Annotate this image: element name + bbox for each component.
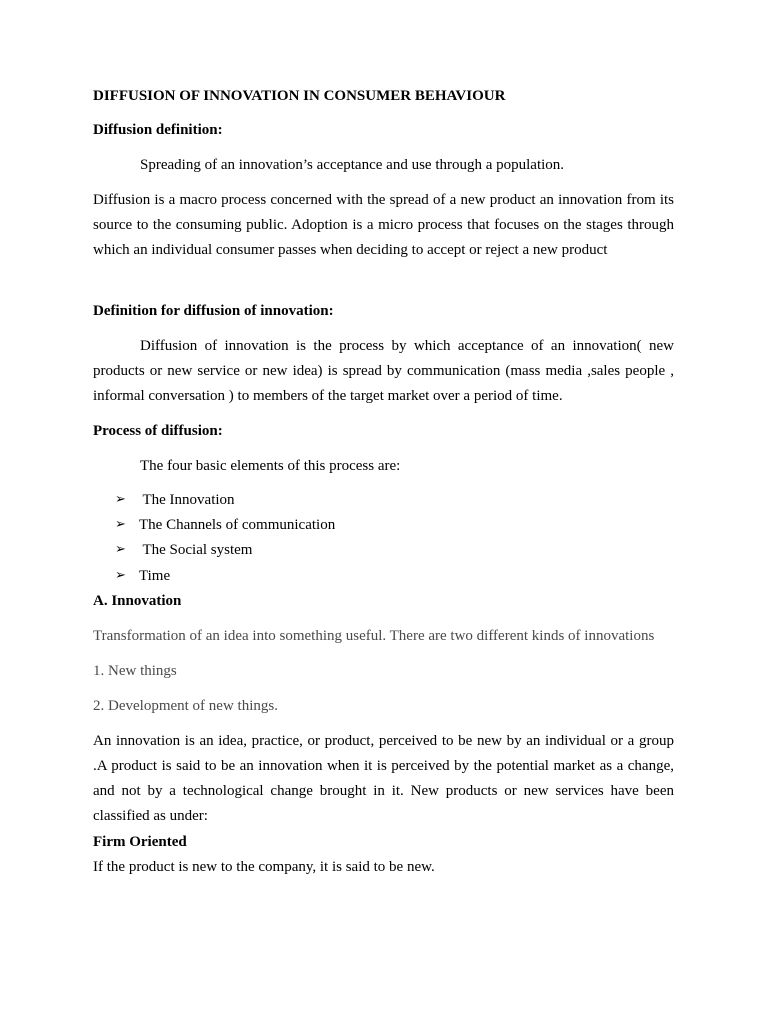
list-item-label: Time [139,568,171,584]
paragraph-macro-process: Diffusion is a macro process concerned with the spread of a new product an innovation from its source to the consuming public. Adoption is a micro process that focuses on the stages through which an individual consumer passes when deciding to accept or reject a new product [93,192,674,258]
document-title: DIFFUSION OF INNOVATION IN CONSUMER BEHAVIOUR [93,88,506,104]
list-item-label: The Channels of communication [139,517,336,533]
arrow-bullet-icon: ➢ [115,542,126,557]
list-item-label: The Social system [139,542,253,558]
paragraph-firm-oriented: If the product is new to the company, it is said to be new. [93,859,435,875]
paragraph-process-definition: Diffusion of innovation is the process by which acceptance of an innovation( new products or new service or new idea) is spread by communication (mass media ,sales people , informal conversation ) to members of the target market over a period of time. [93,338,674,404]
paragraph-spreading: Spreading of an innovation’s acceptance and use through a population. [140,157,565,173]
paragraph-four-elements: The four basic elements of this process are: [140,458,401,474]
paragraph-new-things: 1. New things [93,663,177,679]
paragraph-development: 2. Development of new things. [93,698,278,714]
heading-process-of-diffusion: Process of diffusion: [93,423,223,439]
arrow-bullet-icon: ➢ [115,517,126,532]
heading-definition-diffusion-innovation: Definition for diffusion of innovation: [93,303,334,319]
heading-diffusion-definition: Diffusion definition: [93,122,223,138]
paragraph-transformation: Transformation of an idea into something useful. There are two different kinds of innovations [93,628,655,644]
arrow-bullet-icon: ➢ [115,568,126,583]
list-item-label: The Innovation [139,492,235,508]
arrow-bullet-icon: ➢ [115,492,126,507]
heading-firm-oriented: Firm Oriented [93,834,187,850]
heading-innovation: A. Innovation [93,593,182,609]
paragraph-innovation-idea: An innovation is an idea, practice, or product, perceived to be new by an individual or a group .A product is said to be an innovation when it is perceived by the potential market as a change, and not by a technological change brought in it. New products or new services have been classified as under: [93,733,674,824]
